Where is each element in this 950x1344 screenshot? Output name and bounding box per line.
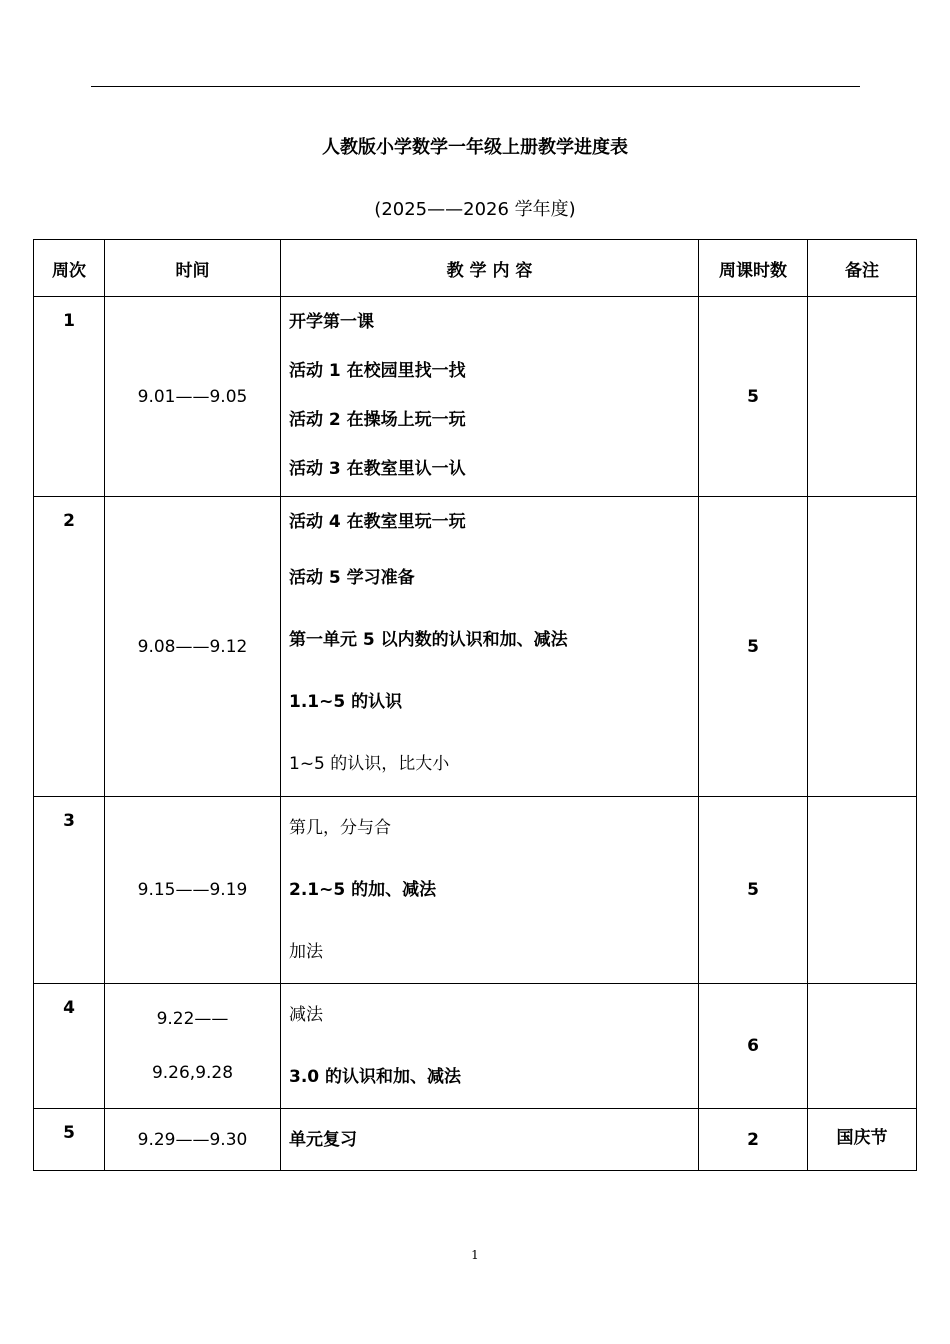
note-cell	[808, 297, 917, 497]
table-row	[34, 797, 917, 984]
time-line: 9.22——	[156, 1009, 229, 1029]
time-cell	[105, 497, 281, 797]
note-cell	[808, 497, 917, 797]
hours-cell: 5	[699, 297, 808, 497]
schedule-table	[33, 239, 917, 1171]
time-cell	[105, 984, 281, 1109]
content-line: 第一单元 5 以内数的认识和加、减法	[289, 630, 568, 650]
time-line: 9.15——9.19	[137, 880, 248, 900]
time-line: 9.29——9.30	[137, 1129, 248, 1150]
content-cell	[281, 497, 699, 797]
note-cell	[808, 984, 917, 1109]
document-subtitle: (2025——2026 学年度)	[374, 199, 576, 220]
page-number: 1	[471, 1248, 479, 1262]
content-line: 单元复习	[289, 1129, 357, 1150]
content-line: 2.1~5 的加、减法	[289, 880, 437, 900]
content-line: 活动 4 在教室里玩一玩	[289, 512, 466, 532]
content-line: 第几，分与合	[289, 818, 391, 838]
hours-cell: 2	[699, 1109, 808, 1171]
time-cell	[105, 297, 281, 497]
table-row	[34, 1109, 917, 1171]
content-cell	[281, 297, 699, 497]
header-week: 周次	[34, 240, 105, 297]
content-cell	[281, 984, 699, 1109]
hours-cell: 5	[699, 497, 808, 797]
hours-cell: 6	[699, 984, 808, 1109]
header-row	[34, 240, 917, 297]
time-cell	[105, 797, 281, 984]
table-row	[34, 497, 917, 797]
content-line: 1.1~5 的认识	[289, 692, 403, 712]
content-line: 活动 2 在操场上玩一玩	[289, 410, 466, 430]
content-line: 3.0 的认识和加、减法	[289, 1067, 462, 1087]
week-cell: 2	[34, 497, 105, 797]
note-cell: 国庆节	[808, 1109, 917, 1171]
note-cell	[808, 797, 917, 984]
time-cell	[105, 1109, 281, 1171]
content-line: 减法	[289, 1005, 323, 1025]
header-time: 时间	[105, 240, 281, 297]
hours-cell: 5	[699, 797, 808, 984]
table-row	[34, 297, 917, 497]
content-line: 加法	[289, 942, 323, 962]
time-line: 9.26,9.28	[151, 1063, 234, 1083]
header-content: 教 学 内 容	[281, 240, 699, 297]
content-line: 1~5 的认识，比大小	[289, 754, 450, 774]
week-cell: 5	[34, 1109, 105, 1171]
document-title: 人教版小学数学一年级上册教学进度表	[322, 137, 628, 158]
content-cell	[281, 1109, 699, 1171]
week-cell: 1	[34, 297, 105, 497]
content-line: 活动 1 在校园里找一找	[289, 361, 466, 381]
week-cell: 4	[34, 984, 105, 1109]
content-line: 开学第一课	[289, 312, 374, 332]
content-line: 活动 5 学习准备	[289, 568, 415, 588]
week-cell: 3	[34, 797, 105, 984]
table-row	[34, 984, 917, 1109]
content-cell	[281, 797, 699, 984]
time-line: 9.08——9.12	[137, 636, 248, 657]
time-line: 9.01——9.05	[137, 386, 248, 407]
header-hours: 周课时数	[699, 240, 808, 297]
header-note: 备注	[808, 240, 917, 297]
content-line: 活动 3 在教室里认一认	[289, 459, 466, 479]
header-rule	[91, 86, 860, 87]
